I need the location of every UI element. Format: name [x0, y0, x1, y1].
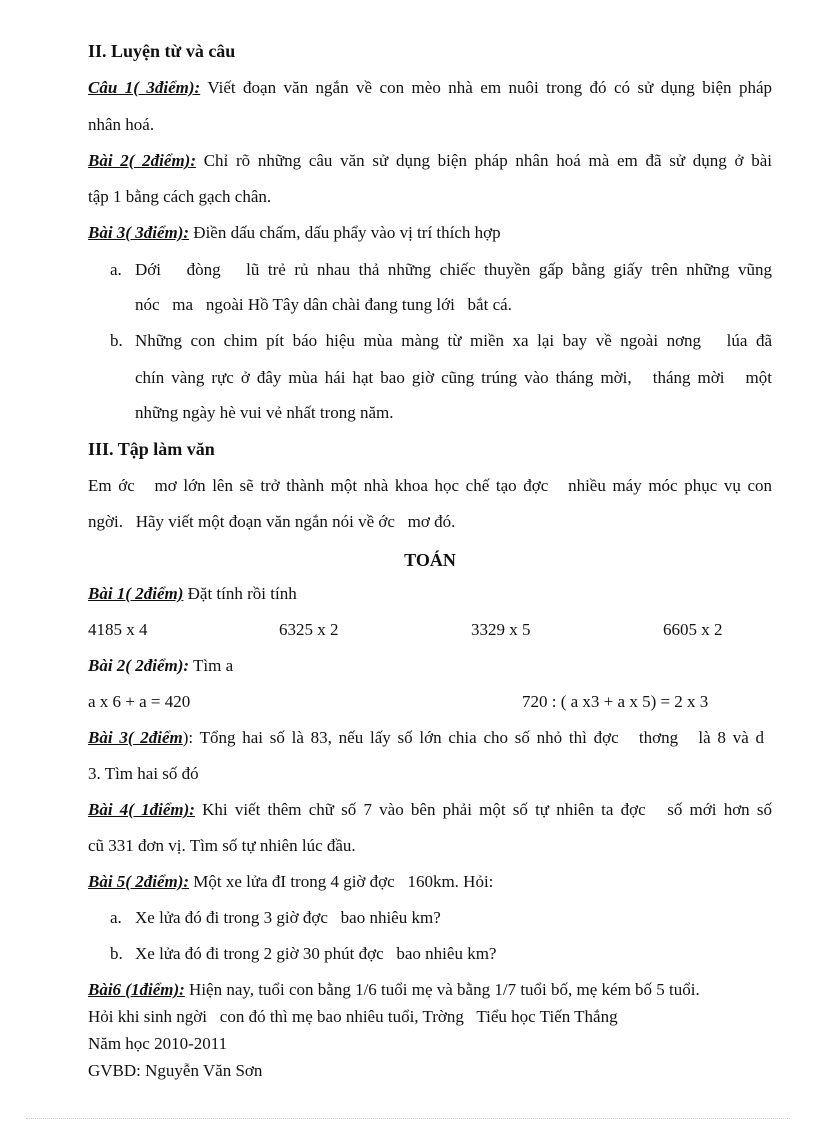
cau1-line1 — [88, 77, 772, 99]
math-bai1-text: Đặt tính rồi tính — [183, 584, 297, 603]
section-heading-tap-lam-van: III. Tập làm văn — [88, 439, 215, 459]
math-op-3: 3329 x 5 — [471, 620, 531, 639]
bai2-text: Chỉ rõ những câu văn sử dụng biện pháp nhân hoá mà em đã sử dụng ở bài — [195, 151, 772, 170]
section-heading-luyen-tu: II. Luyện từ và câu — [88, 41, 236, 61]
math-bai2-line — [88, 655, 233, 677]
school-year: Năm học 2010-2011 — [88, 1034, 228, 1053]
math-bai5-line — [88, 871, 493, 893]
math-bai2-label: Bài 2( 2điểm): — [88, 656, 190, 675]
cau1-label: Câu 1( 3điểm): — [88, 78, 201, 97]
math-bai1-line — [88, 583, 297, 605]
math-bai1-label: Bài 1( 2điểm) — [88, 584, 184, 603]
math-op-1: 4185 x 4 — [88, 620, 148, 639]
item-b-line3: những ngày hè vui vẻ nhất trong năm. — [135, 403, 394, 422]
bai2-line2: tập 1 bằng cách gạch chân. — [88, 187, 272, 206]
cau1-text: Viết đoạn văn ngắn về con mèo nhà em nuôi trong đó có sử dụng biện pháp — [200, 78, 772, 97]
item-b-line2: chín vàng rực ở đây mùa hái hạt bao giờ cũng trúng vào tháng mời, tháng mời một — [135, 368, 772, 387]
math-bai4-line1 — [88, 799, 772, 821]
item-a-marker: a. — [110, 260, 122, 279]
math-bai5-text: Một xe lửa đI trong 4 giờ đợc 160km. Hỏi: — [189, 872, 494, 891]
math-bai5-label: Bài 5( 2điểm): — [88, 872, 190, 891]
math-bai5-b-marker: b. — [110, 944, 123, 963]
item-b-marker: b. — [110, 331, 123, 350]
math-bai2-text: Tìm a — [189, 656, 234, 675]
item-b-line1: Những con chim pít báo hiệu mùa màng từ miền xa lại bay về ngoài nơng lúa đã — [135, 331, 772, 350]
teacher-name: GVBD: Nguyễn Văn Sơn — [88, 1061, 263, 1080]
math-bai6-text: Hiện nay, tuổi con bằng 1/6 tuổi mẹ và bằng 1/7 tuổi bố, mẹ kém bố 5 tuổi. — [184, 980, 700, 999]
math-bai5-a: Xe lửa đó đi trong 3 giờ đợc bao nhiêu km? — [135, 908, 441, 927]
page-bottom-divider — [26, 1118, 790, 1119]
bai3-text: Điền dấu chấm, dấu phẩy vào vị trí thích hợp — [189, 223, 501, 242]
math-bai4-line2: cũ 331 đơn vị. Tìm số tự nhiên lúc đầu. — [88, 836, 356, 855]
bai3-label: Bài 3( 3điểm): — [88, 223, 190, 242]
tap-lam-van-line1: Em ớc mơ lớn lên sẽ trở thành một nhà khoa học chế tạo đợc nhiều máy móc phục vụ con — [88, 476, 772, 495]
tap-lam-van-line2: ngời. Hãy viết một đoạn văn ngắn nói về ớc mơ đó. — [88, 512, 456, 531]
math-op-4: 6605 x 2 — [663, 620, 723, 639]
math-bai3-line1 — [88, 727, 764, 749]
math-title: TOÁN — [404, 550, 456, 570]
item-a-line1: Dới đòng lũ trẻ rủ nhau thả những chiếc thuyền gấp bằng giấy trên những vũng — [135, 260, 772, 279]
math-op-2: 6325 x 2 — [279, 620, 339, 639]
math-bai6-line2: Hỏi khi sinh ngời con đó thì mẹ bao nhiêu tuổi, Trờng Tiểu học Tiến Thắng — [88, 1007, 618, 1026]
math-bai3-text: ): Tổng hai số là 83, nếu lấy số lớn chia cho số nhỏ thì đợc thơng là 8 và d — [182, 728, 764, 747]
math-equation-2: 720 : ( a x3 + a x 5) = 2 x 3 — [522, 692, 709, 711]
math-bai6-label: Bài6 (1điểm): — [88, 980, 185, 999]
math-equation-1: a x 6 + a = 420 — [88, 692, 191, 711]
math-bai6-line1 — [88, 979, 700, 1001]
item-a-line2: nóc ma ngoài Hồ Tây dân chài đang tung lới bắt cá. — [135, 295, 512, 314]
bai2-label: Bài 2( 2điểm): — [88, 151, 196, 170]
math-bai3-label: Bài 3( 2điểm — [88, 728, 183, 747]
math-bai4-label: Bài 4( 1điểm): — [88, 800, 195, 819]
bai3-line1 — [88, 222, 501, 244]
math-bai5-b: Xe lửa đó đi trong 2 giờ 30 phút đợc bao nhiêu km? — [135, 944, 497, 963]
bai2-line1 — [88, 150, 772, 172]
math-bai4-text: Khi viết thêm chữ số 7 vào bên phải một số tự nhiên ta đợc số mới hơn số — [194, 800, 772, 819]
math-bai3-line2: 3. Tìm hai số đó — [88, 764, 199, 783]
math-bai5-a-marker: a. — [110, 908, 122, 927]
cau1-line2: nhân hoá. — [88, 115, 155, 134]
